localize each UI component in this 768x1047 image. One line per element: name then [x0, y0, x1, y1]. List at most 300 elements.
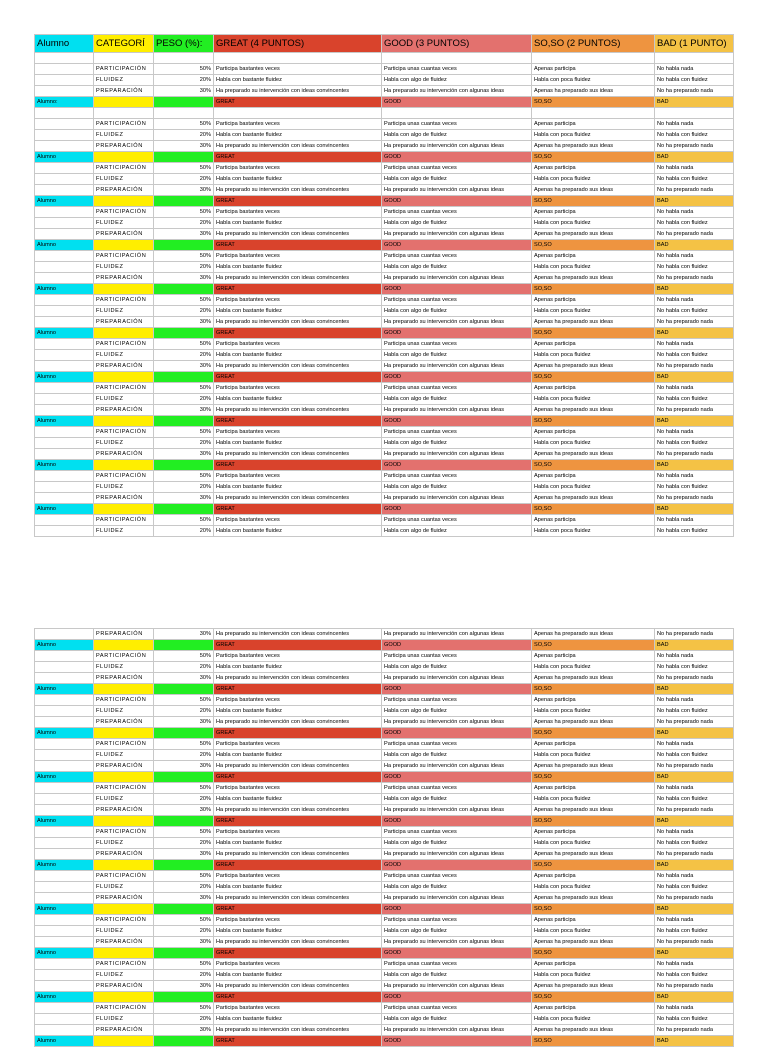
descriptor-good: Participa unas cuantas veces [382, 1003, 532, 1014]
student-group-row [35, 328, 734, 339]
criterion-row-fluidez [35, 130, 734, 141]
category-cell [94, 684, 154, 695]
blank-row [35, 108, 734, 119]
student-cell [35, 262, 94, 273]
level-bad: BAD [655, 97, 734, 108]
criterion-name: PREPARACIÓN [94, 86, 154, 97]
level-bad: BAD [655, 196, 734, 207]
descriptor-bad: No habla nada [655, 915, 734, 926]
criterion-name: PARTICIPACIÓN [94, 827, 154, 838]
level-soso: SO,SO [532, 772, 655, 783]
criterion-weight: 20% [154, 218, 214, 229]
student-cell [35, 761, 94, 772]
weight-cell [154, 97, 214, 108]
student-cell [35, 1003, 94, 1014]
descriptor-great: Ha preparado su intervención con ideas convincentes [214, 761, 382, 772]
criterion-row-preparacion [35, 493, 734, 504]
criterion-row-preparacion [35, 1025, 734, 1036]
descriptor-great: Ha preparado su intervención con ideas convincentes [214, 405, 382, 416]
criterion-name: PARTICIPACIÓN [94, 251, 154, 262]
descriptor-good: Ha preparado su intervención con algunas ideas [382, 717, 532, 728]
student-cell [35, 959, 94, 970]
criterion-row-fluidez [35, 350, 734, 361]
student-group-row [35, 728, 734, 739]
criterion-weight: 30% [154, 405, 214, 416]
descriptor-great: Ha preparado su intervención con ideas convincentes [214, 185, 382, 196]
descriptor-bad: No habla nada [655, 471, 734, 482]
student-group-row [35, 504, 734, 515]
descriptor-soso: Apenas participa [532, 64, 655, 75]
descriptor-great: Participa bastantes veces [214, 651, 382, 662]
descriptor-great: Habla con bastante fluidez [214, 838, 382, 849]
criterion-weight: 30% [154, 805, 214, 816]
student-cell [35, 471, 94, 482]
descriptor-great: Ha preparado su intervención con ideas convincentes [214, 449, 382, 460]
student-cell [35, 229, 94, 240]
descriptor-good: Ha preparado su intervención con algunas ideas [382, 805, 532, 816]
descriptor-great: Participa bastantes veces [214, 959, 382, 970]
criterion-row-fluidez [35, 706, 734, 717]
descriptor-great: Participa bastantes veces [214, 339, 382, 350]
descriptor-good: Participa unas cuantas veces [382, 471, 532, 482]
level-bad: BAD [655, 772, 734, 783]
level-great: GREAT [214, 772, 382, 783]
student-name-cell: Alumno [35, 640, 94, 651]
level-great: GREAT [214, 948, 382, 959]
student-name-cell: Alumno [35, 372, 94, 383]
student-cell [35, 515, 94, 526]
criterion-weight: 20% [154, 130, 214, 141]
descriptor-soso: Apenas ha preparado sus ideas [532, 1025, 655, 1036]
descriptor-soso: Apenas participa [532, 163, 655, 174]
descriptor-great: Habla con bastante fluidez [214, 706, 382, 717]
descriptor-soso: Apenas participa [532, 915, 655, 926]
header-great: GREAT (4 PUNTOS) [214, 35, 382, 53]
criterion-name: PREPARACIÓN [94, 449, 154, 460]
student-cell [35, 1025, 94, 1036]
descriptor-soso: Habla con poca fluidez [532, 438, 655, 449]
student-name-cell: Alumno [35, 284, 94, 295]
rubric-sheet-page-1 [34, 34, 734, 537]
criterion-weight: 50% [154, 119, 214, 130]
level-bad: BAD [655, 728, 734, 739]
level-soso: SO,SO [532, 240, 655, 251]
criterion-weight: 50% [154, 871, 214, 882]
descriptor-soso: Apenas participa [532, 295, 655, 306]
student-cell [35, 361, 94, 372]
category-cell [94, 97, 154, 108]
descriptor-soso: Habla con poca fluidez [532, 838, 655, 849]
criterion-weight: 30% [154, 937, 214, 948]
descriptor-good: Participa unas cuantas veces [382, 871, 532, 882]
criterion-name: FLUIDEZ [94, 262, 154, 273]
level-bad: BAD [655, 504, 734, 515]
criterion-weight: 50% [154, 163, 214, 174]
level-bad: BAD [655, 416, 734, 427]
criterion-weight: 20% [154, 838, 214, 849]
criterion-row-participacion [35, 64, 734, 75]
criterion-row-preparacion [35, 361, 734, 372]
descriptor-good: Ha preparado su intervención con algunas ideas [382, 449, 532, 460]
descriptor-soso: Habla con poca fluidez [532, 394, 655, 405]
level-great: GREAT [214, 728, 382, 739]
category-cell [94, 372, 154, 383]
weight-cell [154, 904, 214, 915]
descriptor-bad: No ha preparado nada [655, 273, 734, 284]
descriptor-bad: No ha preparado nada [655, 185, 734, 196]
descriptor-bad: No habla nada [655, 207, 734, 218]
descriptor-soso: Apenas ha preparado sus ideas [532, 185, 655, 196]
header-soso: SO,SO (2 PUNTOS) [532, 35, 655, 53]
student-group-row [35, 904, 734, 915]
level-bad: BAD [655, 152, 734, 163]
criterion-name: PREPARACIÓN [94, 937, 154, 948]
descriptor-good: Ha preparado su intervención con algunas ideas [382, 849, 532, 860]
descriptor-good: Participa unas cuantas veces [382, 64, 532, 75]
student-cell [35, 629, 94, 640]
level-bad: BAD [655, 948, 734, 959]
criterion-weight: 20% [154, 526, 214, 537]
descriptor-soso: Apenas ha preparado sus ideas [532, 761, 655, 772]
descriptor-soso: Apenas participa [532, 207, 655, 218]
level-bad: BAD [655, 460, 734, 471]
level-great: GREAT [214, 97, 382, 108]
descriptor-soso: Apenas ha preparado sus ideas [532, 937, 655, 948]
criterion-row-preparacion [35, 717, 734, 728]
criterion-row-preparacion [35, 229, 734, 240]
blank-cell [655, 53, 734, 64]
criterion-weight: 50% [154, 959, 214, 970]
descriptor-good: Habla con algo de fluidez [382, 750, 532, 761]
student-cell [35, 394, 94, 405]
descriptor-bad: No ha preparado nada [655, 761, 734, 772]
descriptor-soso: Habla con poca fluidez [532, 262, 655, 273]
descriptor-bad: No habla con fluidez [655, 882, 734, 893]
criterion-name: PARTICIPACIÓN [94, 119, 154, 130]
blank-cell [35, 53, 94, 64]
student-cell [35, 827, 94, 838]
category-cell [94, 240, 154, 251]
descriptor-bad: No habla con fluidez [655, 482, 734, 493]
criterion-weight: 20% [154, 75, 214, 86]
criterion-row-preparacion [35, 937, 734, 948]
descriptor-soso: Habla con poca fluidez [532, 306, 655, 317]
student-cell [35, 1014, 94, 1025]
descriptor-good: Ha preparado su intervención con algunas ideas [382, 86, 532, 97]
descriptor-great: Habla con bastante fluidez [214, 130, 382, 141]
criterion-name: PREPARACIÓN [94, 493, 154, 504]
descriptor-good: Ha preparado su intervención con algunas ideas [382, 317, 532, 328]
level-good: GOOD [382, 904, 532, 915]
student-cell [35, 174, 94, 185]
descriptor-good: Habla con algo de fluidez [382, 174, 532, 185]
criterion-name: FLUIDEZ [94, 218, 154, 229]
descriptor-great: Participa bastantes veces [214, 915, 382, 926]
criterion-name: PARTICIPACIÓN [94, 783, 154, 794]
criterion-name: FLUIDEZ [94, 970, 154, 981]
criterion-row-participacion [35, 515, 734, 526]
criterion-row-participacion [35, 163, 734, 174]
category-cell [94, 772, 154, 783]
descriptor-good: Habla con algo de fluidez [382, 882, 532, 893]
level-good: GOOD [382, 640, 532, 651]
criterion-name: FLUIDEZ [94, 174, 154, 185]
descriptor-soso: Apenas ha preparado sus ideas [532, 717, 655, 728]
blank-cell [94, 108, 154, 119]
descriptor-soso: Habla con poca fluidez [532, 794, 655, 805]
header-bad: BAD (1 PUNTO) [655, 35, 734, 53]
criterion-row-fluidez [35, 174, 734, 185]
criterion-row-fluidez [35, 262, 734, 273]
rubric-sheet-page-2 [34, 628, 734, 1047]
blank-cell [154, 53, 214, 64]
descriptor-bad: No habla nada [655, 295, 734, 306]
descriptor-bad: No habla nada [655, 695, 734, 706]
criterion-weight: 30% [154, 629, 214, 640]
descriptor-good: Participa unas cuantas veces [382, 295, 532, 306]
level-soso: SO,SO [532, 992, 655, 1003]
criterion-row-preparacion [35, 317, 734, 328]
descriptor-great: Habla con bastante fluidez [214, 262, 382, 273]
level-good: GOOD [382, 1036, 532, 1047]
student-cell [35, 119, 94, 130]
criterion-row-participacion [35, 739, 734, 750]
level-soso: SO,SO [532, 816, 655, 827]
descriptor-bad: No ha preparado nada [655, 981, 734, 992]
student-name-cell: Alumno [35, 240, 94, 251]
level-great: GREAT [214, 152, 382, 163]
descriptor-soso: Apenas participa [532, 695, 655, 706]
descriptor-soso: Apenas ha preparado sus ideas [532, 405, 655, 416]
level-soso: SO,SO [532, 372, 655, 383]
criterion-row-preparacion [35, 673, 734, 684]
student-cell [35, 750, 94, 761]
descriptor-bad: No habla nada [655, 827, 734, 838]
descriptor-great: Habla con bastante fluidez [214, 438, 382, 449]
level-good: GOOD [382, 860, 532, 871]
criterion-name: PREPARACIÓN [94, 893, 154, 904]
descriptor-bad: No habla con fluidez [655, 926, 734, 937]
descriptor-great: Habla con bastante fluidez [214, 662, 382, 673]
descriptor-great: Habla con bastante fluidez [214, 218, 382, 229]
student-cell [35, 273, 94, 284]
category-cell [94, 460, 154, 471]
descriptor-bad: No ha preparado nada [655, 717, 734, 728]
descriptor-great: Habla con bastante fluidez [214, 882, 382, 893]
criterion-row-fluidez [35, 306, 734, 317]
descriptor-great: Habla con bastante fluidez [214, 350, 382, 361]
descriptor-great: Habla con bastante fluidez [214, 174, 382, 185]
student-name-cell: Alumno [35, 904, 94, 915]
descriptor-soso: Apenas ha preparado sus ideas [532, 273, 655, 284]
descriptor-good: Participa unas cuantas veces [382, 651, 532, 662]
level-great: GREAT [214, 640, 382, 651]
criterion-row-participacion [35, 207, 734, 218]
descriptor-soso: Apenas participa [532, 827, 655, 838]
descriptor-great: Habla con bastante fluidez [214, 306, 382, 317]
descriptor-great: Ha preparado su intervención con ideas convincentes [214, 273, 382, 284]
student-cell [35, 350, 94, 361]
descriptor-bad: No habla con fluidez [655, 75, 734, 86]
criterion-row-participacion [35, 915, 734, 926]
student-group-row [35, 640, 734, 651]
criterion-name: PREPARACIÓN [94, 273, 154, 284]
descriptor-good: Habla con algo de fluidez [382, 262, 532, 273]
student-cell [35, 970, 94, 981]
category-cell [94, 284, 154, 295]
criterion-name: PREPARACIÓN [94, 629, 154, 640]
descriptor-bad: No ha preparado nada [655, 361, 734, 372]
student-group-row [35, 460, 734, 471]
descriptor-good: Ha preparado su intervención con algunas ideas [382, 1025, 532, 1036]
weight-cell [154, 284, 214, 295]
criterion-weight: 30% [154, 717, 214, 728]
level-soso: SO,SO [532, 640, 655, 651]
weight-cell [154, 416, 214, 427]
descriptor-soso: Apenas ha preparado sus ideas [532, 893, 655, 904]
category-cell [94, 1036, 154, 1047]
descriptor-great: Habla con bastante fluidez [214, 750, 382, 761]
student-cell [35, 449, 94, 460]
descriptor-soso: Apenas ha preparado sus ideas [532, 449, 655, 460]
level-soso: SO,SO [532, 416, 655, 427]
descriptor-bad: No habla con fluidez [655, 1014, 734, 1025]
descriptor-bad: No habla nada [655, 959, 734, 970]
level-soso: SO,SO [532, 328, 655, 339]
criterion-row-participacion [35, 471, 734, 482]
student-group-row [35, 816, 734, 827]
descriptor-soso: Habla con poca fluidez [532, 1014, 655, 1025]
descriptor-great: Participa bastantes veces [214, 471, 382, 482]
level-soso: SO,SO [532, 504, 655, 515]
descriptor-bad: No ha preparado nada [655, 229, 734, 240]
descriptor-good: Participa unas cuantas veces [382, 251, 532, 262]
student-cell [35, 739, 94, 750]
criterion-weight: 50% [154, 651, 214, 662]
criterion-name: PARTICIPACIÓN [94, 959, 154, 970]
criterion-row-fluidez [35, 794, 734, 805]
criterion-row-fluidez [35, 526, 734, 537]
descriptor-great: Participa bastantes veces [214, 383, 382, 394]
criterion-name: PREPARACIÓN [94, 185, 154, 196]
criterion-row-fluidez [35, 970, 734, 981]
student-cell [35, 383, 94, 394]
descriptor-bad: No ha preparado nada [655, 893, 734, 904]
header-good: GOOD (3 PUNTOS) [382, 35, 532, 53]
student-name-cell: Alumno [35, 328, 94, 339]
criterion-weight: 50% [154, 471, 214, 482]
descriptor-great: Participa bastantes veces [214, 295, 382, 306]
criterion-name: PREPARACIÓN [94, 229, 154, 240]
criterion-weight: 30% [154, 493, 214, 504]
criterion-name: PREPARACIÓN [94, 805, 154, 816]
student-cell [35, 427, 94, 438]
criterion-name: PREPARACIÓN [94, 317, 154, 328]
descriptor-great: Ha preparado su intervención con ideas convincentes [214, 493, 382, 504]
descriptor-soso: Apenas participa [532, 783, 655, 794]
criterion-row-fluidez [35, 438, 734, 449]
level-good: GOOD [382, 240, 532, 251]
descriptor-bad: No habla nada [655, 119, 734, 130]
descriptor-great: Ha preparado su intervención con ideas convincentes [214, 937, 382, 948]
header-weight: PESO (%): [154, 35, 214, 53]
descriptor-great: Ha preparado su intervención con ideas convincentes [214, 361, 382, 372]
criterion-row-fluidez [35, 750, 734, 761]
student-name-cell: Alumno [35, 728, 94, 739]
criterion-row-fluidez [35, 218, 734, 229]
level-bad: BAD [655, 328, 734, 339]
criterion-weight: 50% [154, 783, 214, 794]
descriptor-good: Ha preparado su intervención con algunas ideas [382, 761, 532, 772]
criterion-weight: 50% [154, 515, 214, 526]
descriptor-great: Ha preparado su intervención con ideas convincentes [214, 1025, 382, 1036]
descriptor-good: Participa unas cuantas veces [382, 339, 532, 350]
criterion-weight: 20% [154, 970, 214, 981]
level-great: GREAT [214, 240, 382, 251]
descriptor-soso: Habla con poca fluidez [532, 662, 655, 673]
descriptor-good: Habla con algo de fluidez [382, 350, 532, 361]
level-great: GREAT [214, 284, 382, 295]
student-cell [35, 75, 94, 86]
level-soso: SO,SO [532, 948, 655, 959]
blank-cell [382, 53, 532, 64]
category-cell [94, 328, 154, 339]
student-name-cell: Alumno [35, 948, 94, 959]
category-cell [94, 196, 154, 207]
descriptor-soso: Habla con poca fluidez [532, 970, 655, 981]
descriptor-good: Habla con algo de fluidez [382, 394, 532, 405]
criterion-weight: 50% [154, 64, 214, 75]
descriptor-great: Ha preparado su intervención con ideas convincentes [214, 717, 382, 728]
level-good: GOOD [382, 728, 532, 739]
student-cell [35, 405, 94, 416]
descriptor-good: Ha preparado su intervención con algunas ideas [382, 185, 532, 196]
student-cell [35, 915, 94, 926]
descriptor-great: Participa bastantes veces [214, 827, 382, 838]
level-great: GREAT [214, 684, 382, 695]
descriptor-good: Ha preparado su intervención con algunas ideas [382, 937, 532, 948]
student-cell [35, 306, 94, 317]
level-bad: BAD [655, 684, 734, 695]
student-cell [35, 141, 94, 152]
student-name-cell: Alumno [35, 196, 94, 207]
descriptor-bad: No habla con fluidez [655, 306, 734, 317]
descriptor-bad: No habla con fluidez [655, 394, 734, 405]
weight-cell [154, 504, 214, 515]
student-cell [35, 794, 94, 805]
descriptor-great: Ha preparado su intervención con ideas convincentes [214, 86, 382, 97]
criterion-weight: 50% [154, 915, 214, 926]
criterion-name: FLUIDEZ [94, 438, 154, 449]
descriptor-bad: No ha preparado nada [655, 805, 734, 816]
criterion-name: FLUIDEZ [94, 838, 154, 849]
descriptor-bad: No ha preparado nada [655, 141, 734, 152]
student-cell [35, 438, 94, 449]
student-group-row [35, 372, 734, 383]
student-group-row [35, 684, 734, 695]
descriptor-bad: No habla nada [655, 871, 734, 882]
blank-row [35, 53, 734, 64]
criterion-name: PREPARACIÓN [94, 761, 154, 772]
descriptor-good: Participa unas cuantas veces [382, 207, 532, 218]
category-cell [94, 904, 154, 915]
descriptor-bad: No habla con fluidez [655, 526, 734, 537]
student-group-row [35, 860, 734, 871]
criterion-row-preparacion [35, 849, 734, 860]
criterion-name: FLUIDEZ [94, 482, 154, 493]
criterion-weight: 30% [154, 981, 214, 992]
descriptor-great: Ha preparado su intervención con ideas convincentes [214, 229, 382, 240]
